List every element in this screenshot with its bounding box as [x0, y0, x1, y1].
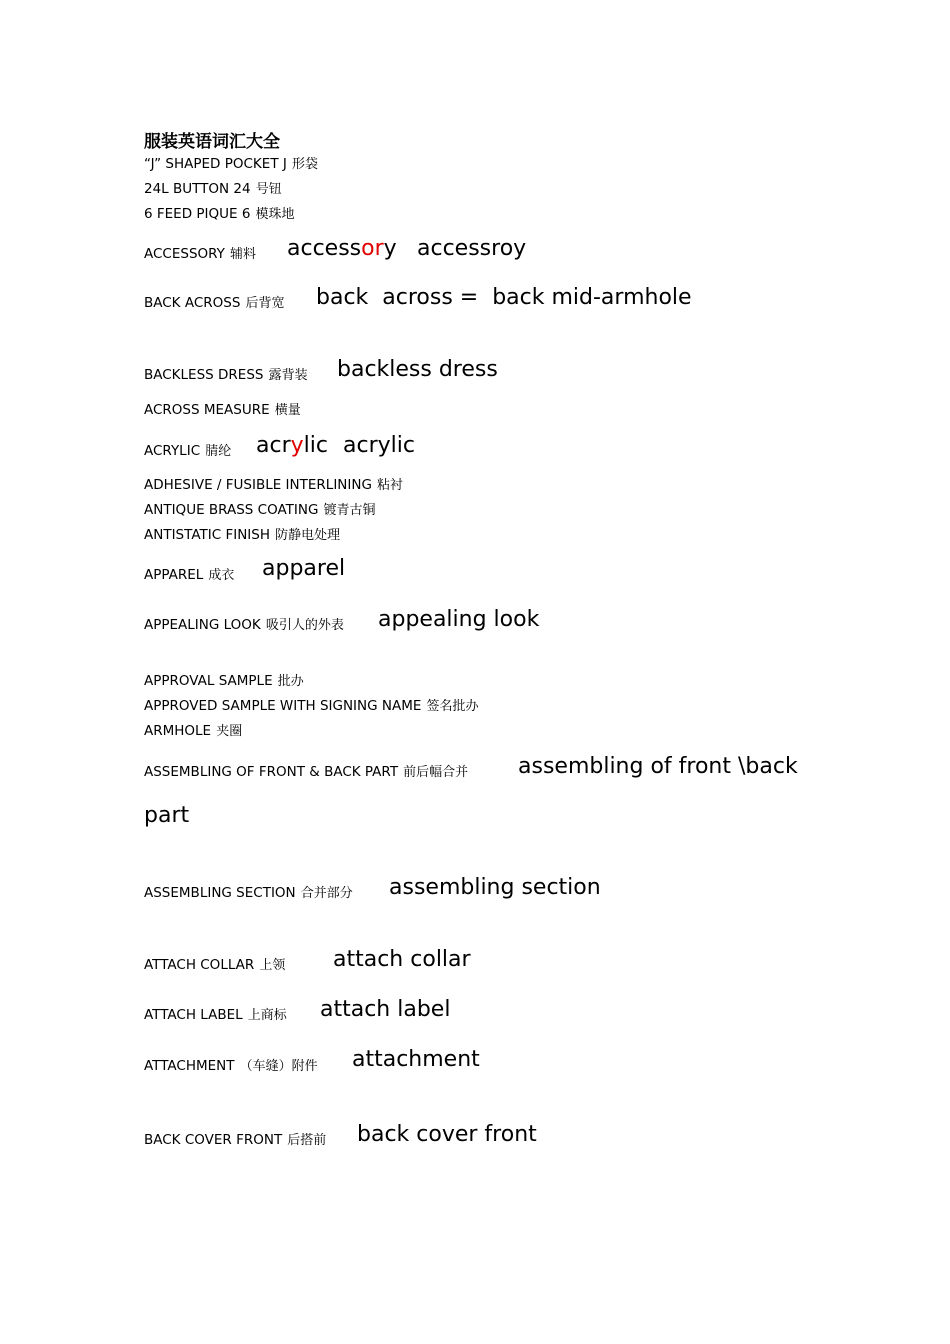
entry-backless-dress — [144, 364, 308, 383]
entry-zh: 形袋 — [291, 157, 318, 172]
entry-zh: 镀青古铜 — [323, 503, 376, 518]
entry-zh: 签名批办 — [426, 699, 479, 714]
entry-note: appealing look — [378, 607, 540, 632]
entry-zh: 吸引人的外表 — [265, 618, 344, 633]
note-highlight: y — [290, 433, 304, 458]
entry-appealing-look — [144, 614, 344, 633]
entry-en: APPROVED SAMPLE WITH SIGNING NAME — [144, 698, 422, 714]
entry-en: ACCESSORY — [144, 246, 225, 262]
entry-zh: 批办 — [277, 674, 304, 689]
note-part: access — [287, 236, 362, 261]
entry-back-cover-front — [144, 1129, 326, 1148]
entry-note-alt: acrylic — [343, 433, 415, 458]
entry-zh: 后背宽 — [245, 296, 285, 311]
entry-zh: 粘衬 — [377, 478, 404, 493]
note-part: attach — [333, 947, 404, 972]
entry-zh: 上领 — [259, 958, 286, 973]
entry-note-alt: accessroy — [417, 236, 527, 261]
entry-en: ANTISTATIC FINISH — [144, 527, 271, 543]
note-highlight: or — [361, 236, 384, 261]
entry-armhole — [144, 720, 242, 739]
entry-antistatic — [144, 524, 340, 543]
entry-adhesive — [144, 474, 403, 493]
note-part: collar — [410, 947, 471, 972]
entry-en: ATTACH COLLAR — [144, 957, 255, 973]
entry-en: APPEALING LOOK — [144, 617, 261, 633]
entry-en: BACK ACROSS — [144, 295, 241, 311]
entry-en: ARMHOLE — [144, 723, 212, 739]
entry-note: backless dress — [337, 357, 498, 382]
entry-en: ADHESIVE / FUSIBLE INTERLINING — [144, 477, 372, 493]
entry-en: 6 FEED PIQUE 6 — [144, 206, 251, 222]
entry-assembling-front-back — [144, 761, 468, 780]
entry-zh: 模珠地 — [255, 207, 295, 222]
entry-note: assembling section — [389, 875, 601, 900]
entry-zh: 夹圈 — [216, 724, 243, 739]
entry-en: BACK COVER FRONT — [144, 1132, 283, 1148]
entry-apparel — [144, 564, 234, 583]
entry-en: APPROVAL SAMPLE — [144, 673, 273, 689]
entry-en: 24L BUTTON 24 — [144, 181, 251, 197]
entry-accessory — [144, 243, 256, 262]
entry-zh: 横量 — [274, 403, 301, 418]
entry-note — [256, 433, 328, 458]
entry-approval-sample — [144, 670, 304, 689]
entry-zh: 上商标 — [247, 1008, 287, 1023]
entry-antique-brass — [144, 499, 376, 518]
entry-note: apparel — [262, 556, 346, 581]
entry-zh: 成衣 — [208, 568, 235, 583]
entry-zh: 防静电处理 — [275, 528, 341, 543]
entry-zh: 露背装 — [268, 368, 308, 383]
entry-zh: 腈纶 — [205, 444, 232, 459]
entry-en: APPAREL — [144, 567, 204, 583]
entry-note: attach label — [320, 997, 451, 1022]
entry-note: attachment — [352, 1047, 480, 1072]
entry-acrylic — [144, 440, 231, 459]
entry-en: ANTIQUE BRASS COATING — [144, 502, 319, 518]
entry-back-across — [144, 292, 285, 311]
entry-note: back cover front — [357, 1122, 537, 1147]
entry-assembling-section — [144, 882, 353, 901]
entry-zh: 辅料 — [230, 247, 257, 262]
entry-en: ATTACHMENT — [144, 1058, 235, 1074]
entry-approved-sample — [144, 695, 479, 714]
entry-note-continued: part — [144, 803, 190, 828]
entry-note: back across = back mid-armhole — [316, 285, 692, 310]
entry-attach-collar — [144, 954, 285, 973]
page-title: 服装英语词汇大全 — [144, 132, 280, 152]
entry-6-feed-pique — [144, 203, 295, 222]
note-part: lic — [303, 433, 328, 458]
entry-en: ATTACH LABEL — [144, 1007, 243, 1023]
entry-en: ASSEMBLING OF FRONT & BACK PART — [144, 764, 399, 780]
entry-en: ASSEMBLING SECTION — [144, 885, 296, 901]
entry-attach-label — [144, 1004, 287, 1023]
entry-en: ACROSS MEASURE — [144, 402, 270, 418]
entry-zh: 前后幅合并 — [403, 765, 469, 780]
entry-en: ACRYLIC — [144, 443, 201, 459]
note-part: y — [383, 236, 397, 261]
entry-zh: 号钮 — [255, 182, 282, 197]
entry-j-shaped-pocket — [144, 153, 318, 172]
entry-note: assembling of front \back — [518, 754, 798, 779]
entry-across-measure — [144, 399, 301, 418]
entry-attachment — [144, 1055, 318, 1074]
entry-en: BACKLESS DRESS — [144, 367, 264, 383]
entry-zh: 后搭前 — [287, 1133, 327, 1148]
entry-note — [333, 947, 471, 972]
entry-note — [287, 236, 397, 261]
entry-en: “J” SHAPED POCKET J — [144, 156, 287, 172]
entry-zh: （车缝）附件 — [239, 1059, 318, 1074]
entry-24l-button — [144, 178, 282, 197]
note-part: acr — [256, 433, 291, 458]
entry-zh: 合并部分 — [300, 886, 353, 901]
